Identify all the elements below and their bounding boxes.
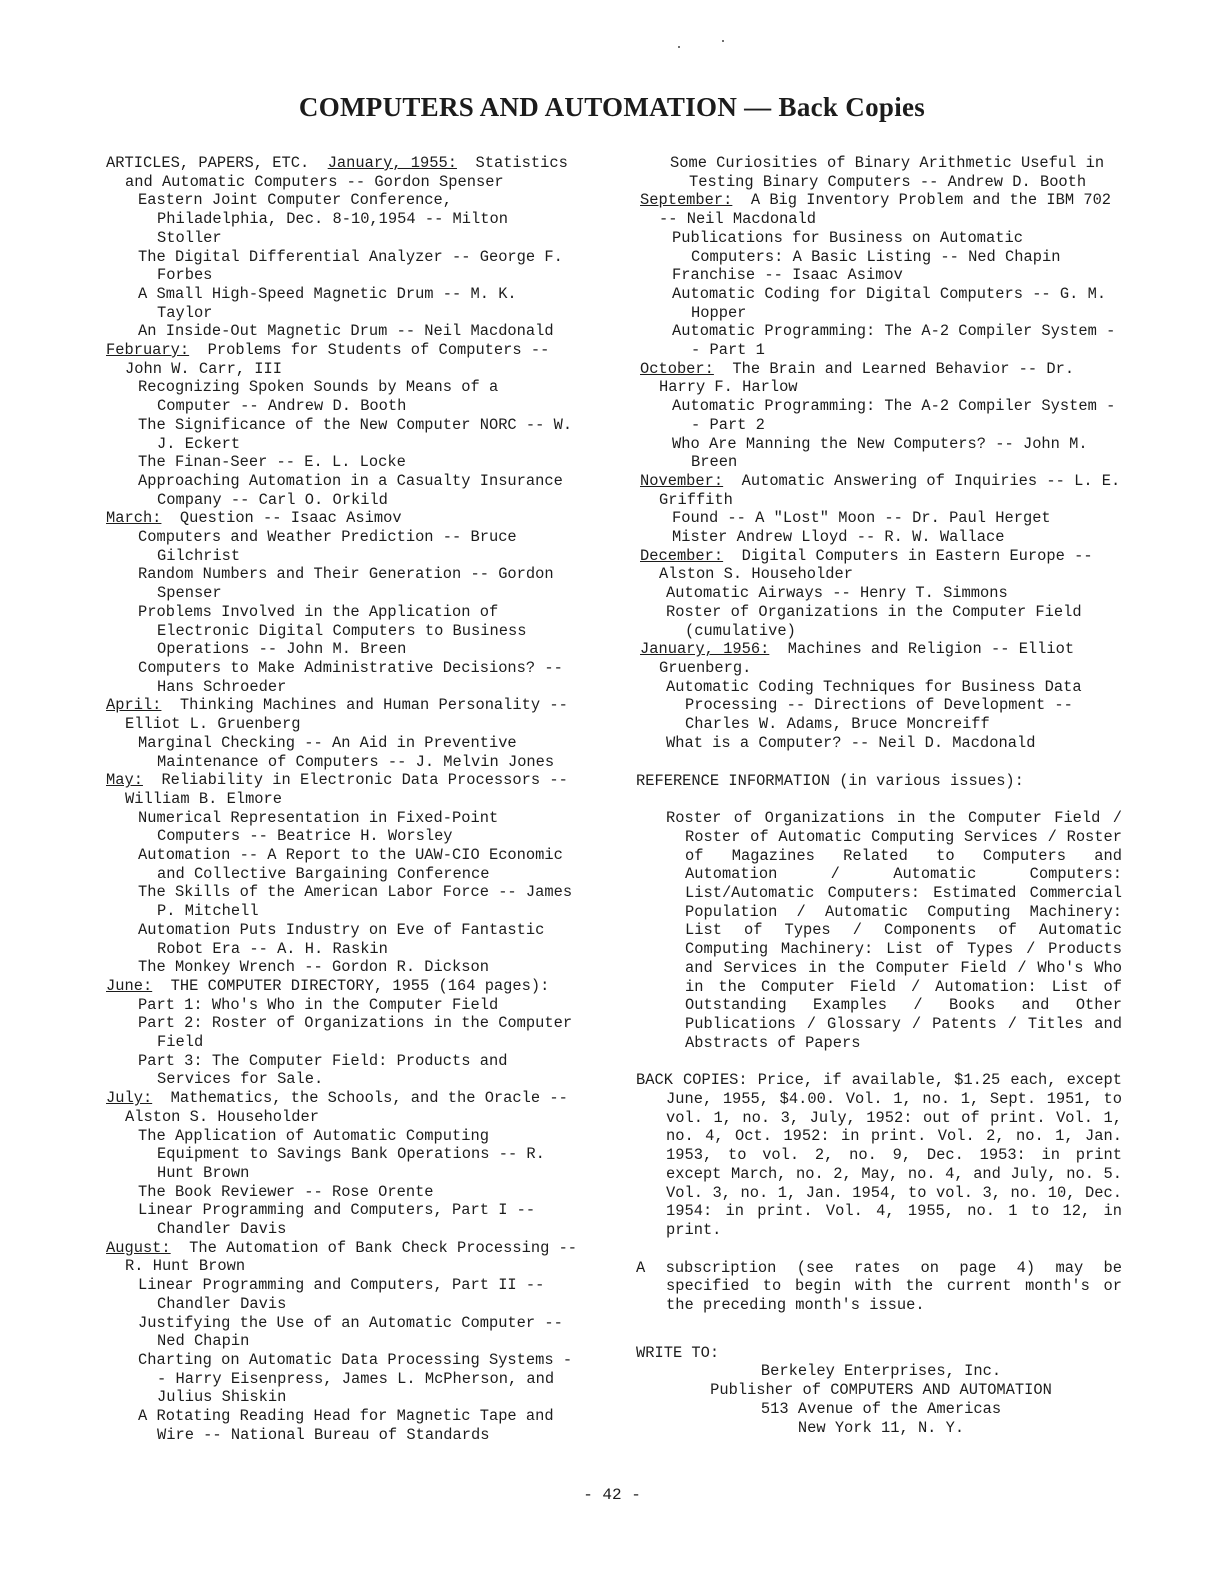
article-entry: Machines and Religion -- Elliot Gruenberg. [659,640,1075,677]
article-entry: THE COMPUTER DIRECTORY, 1955 (164 pages): [170,976,550,995]
scan-specks [676,38,736,52]
article-entry: Mathematics, the Schools, and the Oracle -- Alston S. Householder [125,1089,568,1126]
article-entry: Automation -- A Report to the UAW-CIO Economic and Collective Bargaining Conference [138,846,563,883]
article-entry: Marginal Checking -- An Aid in Preventive Maintenance of Computers -- J. Melvin Jones [138,733,555,771]
page-title: COMPUTERS AND AUTOMATION — Back Copies [298,92,926,122]
article-entry: Justifying the Use of an Automatic Computer -- Ned Chapin [138,1313,563,1351]
list-item [106,771,580,808]
article-entry: Automatic Coding for Digital Computers -- G. M. Hopper [672,284,1107,322]
article-entry: Recognizing Spoken Sounds by Means of a Computer -- Andrew D. Booth [138,378,499,416]
section-heading: ARTICLES, PAPERS, ETC. [106,154,310,172]
right-column [636,154,1122,1437]
article-entry: Automatic Programming: The A-2 Compiler System -- Part 2 [672,397,1116,434]
list-item [106,1239,580,1276]
list-item [640,191,1122,228]
article-entry: An Inside-Out Magnetic Drum -- Neil Macdonald [138,322,554,341]
article-entry: Statistics and Automatic Computers -- Gordon Spenser [125,154,568,191]
month-label: August: [106,1238,171,1257]
article-entry: The Brain and Learned Behavior -- Dr. Harry F. Harlow [659,359,1075,397]
article-entry: Reliability in Electronic Data Processors -- William B. Elmore [125,771,568,808]
article-entry: Approaching Automation in a Casualty Insurance Company -- Carl O. Orkild [138,471,563,509]
article-entry: Automatic Programming: The A-2 Compiler System -- Part 1 [672,322,1116,360]
address-line: New York 11, N. Y. [797,1418,965,1437]
article-entry: Eastern Joint Computer Conference, Philadelphia, Dec. 8-10,1954 -- Milton Stoller [138,191,508,247]
list-item [106,154,580,191]
article-entry: Automatic Airways -- Henry T. Simmons [666,584,1008,603]
article-entry: The Application of Automatic Computing Equipment to Savings Bank Operations -- R. Hunt Brown [138,1126,545,1182]
month-label: May: [106,771,143,790]
month-label: January, 1956: [640,640,770,659]
article-entry: The Finan-Seer -- E. L. Locke [138,453,406,472]
article-entry: Question -- Isaac Asimov [179,509,402,528]
article-entry: The Automation of Bank Check Processing -- R. Hunt Brown [125,1238,578,1276]
page-number: - 42 - [583,1486,641,1504]
publisher-address [666,1362,1096,1437]
article-entry: What is a Computer? -- Neil D. Macdonald [666,733,1036,752]
month-label: September: [640,191,733,210]
list-item [106,341,580,378]
article-entry: Automatic Coding Techniques for Business Data Processing -- Directions of Development -- Charles W. Adams, Bruce Moncreiff [666,677,1082,734]
month-label: October: [640,359,714,378]
month-label: March: [106,509,162,528]
article-entry: Numerical Representation in Fixed-Point Computers -- Beatrice H. Worsley [138,808,499,846]
article-entry: The Significance of the New Computer NORC -- W. J. Eckert [138,415,573,453]
article-entry: Random Numbers and Their Generation -- Gordon Spenser [138,565,554,603]
list-item [640,640,1122,677]
article-entry: Part 2: Roster of Organizations in the Computer Field [138,1014,573,1052]
list-item [106,696,580,733]
list-item [640,360,1122,397]
month-label: July: [106,1089,153,1108]
article-entry: Problems for Students of Computers -- John W. Carr, III [125,341,550,378]
list-item [640,472,1122,509]
article-entry: Part 3: The Computer Field: Products and Services for Sale. [138,1051,508,1089]
article-entry: Digital Computers in Eastern Europe -- Alston S. Householder [659,546,1093,584]
article-entry: A Big Inventory Problem and the IBM 702 -- Neil Macdonald [659,191,1112,229]
subscription-text: A subscription (see rates on page 4) may be specified to begin with the current month's or the preceding month's issue. [636,1258,1122,1315]
reference-heading: REFERENCE INFORMATION (in various issues): [636,771,1024,790]
list-item [106,1089,580,1126]
address-line: Berkeley Enterprises, Inc. [760,1362,1002,1381]
month-label: December: [640,546,724,565]
article-entry: The Book Reviewer -- Rose Orente [138,1182,434,1201]
month-label: February: [106,341,190,360]
article-entry: Linear Programming and Computers, Part II -- Chandler Davis [138,1276,545,1313]
article-entry: The Skills of the American Labor Force -- James P. Mitchell [138,883,573,921]
address-line: 513 Avenue of the Americas [760,1399,1002,1418]
article-entry: Problems Involved in the Application of Electronic Digital Computers to Business Operations -- John M. Breen [138,602,527,659]
list-item [106,509,580,528]
article-entry: Part 1: Who's Who in the Computer Field [138,995,499,1014]
month-label: January, 1955: [327,154,457,172]
article-entry: Found -- A "Lost" Moon -- Dr. Paul Herget [672,509,1051,528]
month-label: June: [106,976,153,995]
article-entry: Franchise -- Isaac Asimov [672,266,903,285]
article-entry: Publications for Business on Automatic Computers: A Basic Listing -- Ned Chapin [672,228,1061,266]
article-entry: Roster of Organizations in the Computer Field (cumulative) [666,602,1082,640]
article-entry: Charting on Automatic Data Processing Systems -- Harry Eisenpress, James L. McPherson, and Julius Shiskin [138,1351,573,1407]
article-entry: Thinking Machines and Human Personality -- Elliot L. Gruenberg [125,696,568,734]
article-entry: Who Are Manning the New Computers? -- John M. Breen [672,434,1088,472]
address-line: Publisher of COMPUTERS AND AUTOMATION [710,1381,1052,1400]
reference-text: Roster of Organizations in the Computer Field / Roster of Automatic Computing Services / Roster of Magazines Related to Computers and Automation / Automatic Computers: List/Automatic Computers: Estimated Commercial Population / Automatic Computing Machinery: List of Types / Components of Automatic Computing Machinery: List of Types / Products and Services in the Computer Field / Who's Who in the Computer Field / Automation: List of Outstanding Examples / Books and Other Publications / Glossary / Patents / Titles and Abstracts of Papers [666,809,1122,1052]
list-item [106,977,580,996]
article-entry: The Monkey Wrench -- Gordon R. Dickson [138,958,489,977]
article-entry: Computers to Make Administrative Decisions? -- Hans Schroeder [138,658,563,696]
write-to-label: WRITE TO: [636,1343,720,1362]
list-item [640,547,1122,584]
article-entry: Mister Andrew Lloyd -- R. W. Wallace [672,528,1005,547]
month-label: April: [106,696,162,715]
left-column [102,154,580,1445]
article-entry: Computers and Weather Prediction -- Bruce Gilchrist [138,528,517,565]
article-entry: Linear Programming and Computers, Part I -- Chandler Davis [138,1201,536,1239]
article-entry: A Rotating Reading Head for Magnetic Tape and Wire -- National Bureau of Standards [138,1407,554,1444]
article-entry: Automatic Answering of Inquiries -- L. E. Griffith [659,471,1121,509]
article-entry: Automation Puts Industry on Eve of Fantastic Robot Era -- A. H. Raskin [138,920,545,958]
back-copies-text: BACK COPIES: Price, if available, $1.25 each, except June, 1955, $4.00. Vol. 1, no. 1, Sept. 1951, to vol. 1, no. 3, July, 1952: out of print. Vol. 1, no. 4, Oct. 1952: in print. Vol. 2, no. 1, Jan. 1953, to vol. 2, no. 9, Dec. 1953: in print except March, no. 2, May, no. 4, and July, no. 5. Vol. 3, no. 1, Jan. 1954, to vol. 3, no. 10, Dec. 1954: in print. Vol. 4, 1955, no. 1 to 12, in print. [636,1071,1122,1239]
article-entry: Some Curiosities of Binary Arithmetic Useful in Testing Binary Computers -- Andrew D. Booth [670,154,1105,191]
article-entry: The Digital Differential Analyzer -- George F. Forbes [138,247,563,285]
article-entry: A Small High-Speed Magnetic Drum -- M. K. Taylor [138,284,517,322]
month-label: November: [640,471,724,490]
